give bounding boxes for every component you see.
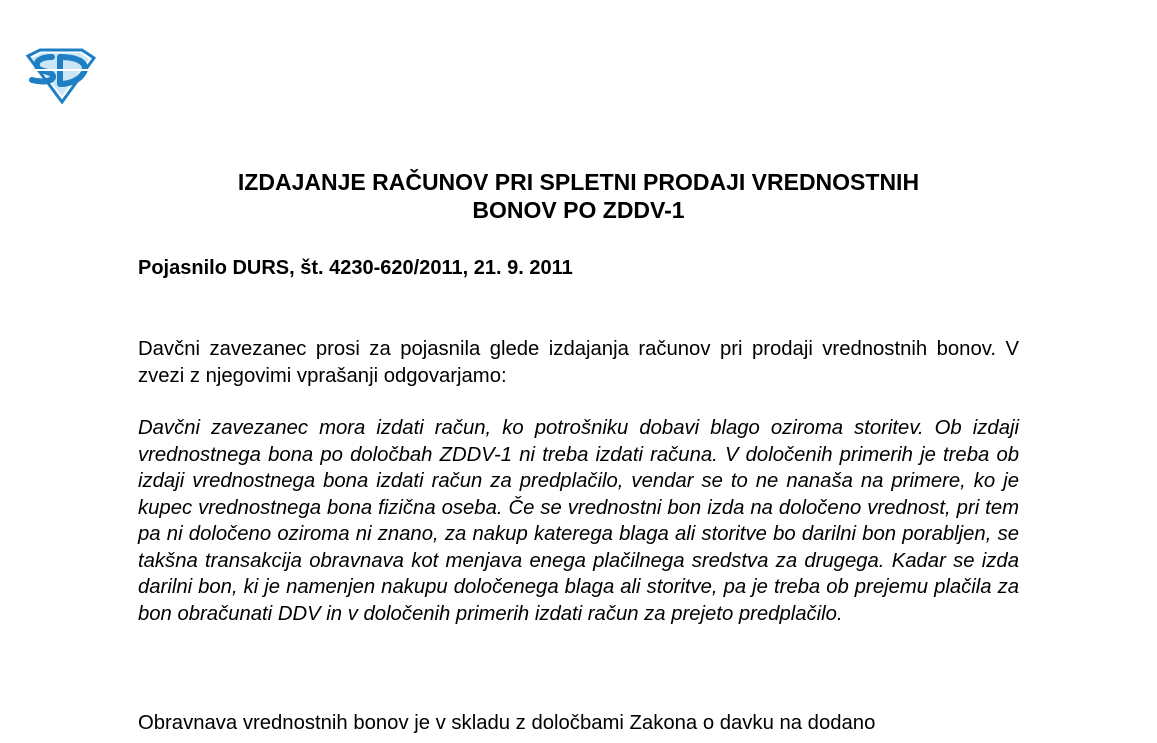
sd-logo-icon xyxy=(22,48,96,104)
title-line-1: IZDAJANJE RAČUNOV PRI SPLETNI PRODAJI VREDNOSTNIH xyxy=(237,169,920,195)
paragraph-continuation: Obravnava vrednostnih bonov je v skladu z določbami Zakona o davku na dodano xyxy=(138,712,876,734)
title-line-2: BONOV PO ZDDV-1 xyxy=(472,197,685,223)
paragraph-intro: Davčni zavezanec prosi za pojasnila glede izdajanja računov pri prodaji vrednostnih bonov. V zvezi z njegovimi vprašanji odgovarjamo: xyxy=(138,338,1019,387)
paragraph-answer: Davčni zavezanec mora izdati račun, ko potrošniku dobavi blago oziroma storitev. Ob izdaji vrednostnega bona po določbah ZDDV-1 ni treba izdati računa. V določenih primerih je treba ob izdaji vrednostnega bona izdati račun za predplačilo, vendar se to ne nanaša na primere, ko je kupec vrednostnega bona fizična oseba. Če se vrednostni bon izda na določeno vrednost, pri tem pa ni določeno oziroma ni znano, za nakup katerega blaga ali storitve bo darilni bon porabljen, se takšna transakcija obravnava kot menjava enega plačilnega sredstva za drugega. Kadar se izda darilni bon, ki je namenjen nakupu določenega blaga ali storitve, pa je treba ob prejemu plačila za bon obračunati DDV in v določenih primerih izdati račun za prejeto predplačilo. xyxy=(138,417,1019,625)
document-title xyxy=(138,168,1019,224)
document-subtitle: Pojasnilo DURS, št. 4230-620/2011, 21. 9. 2011 xyxy=(138,257,573,279)
